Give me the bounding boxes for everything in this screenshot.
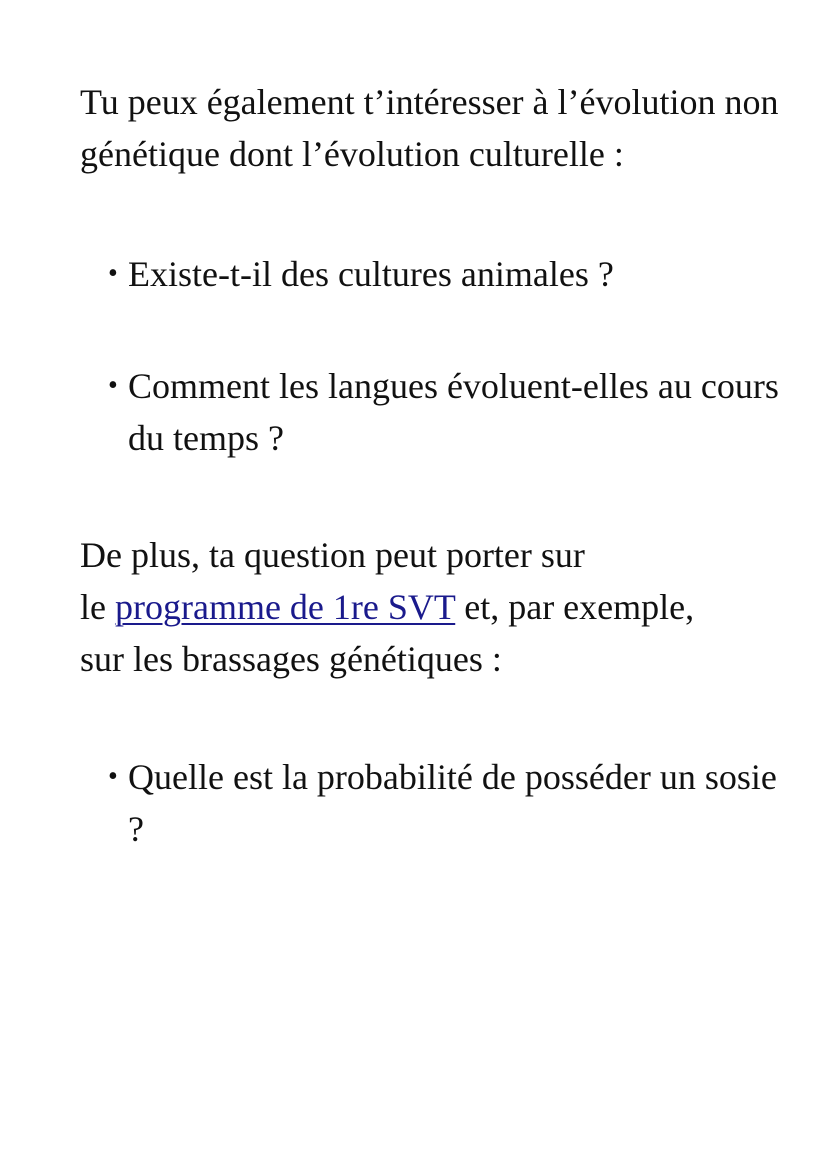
second-paragraph-prefix: le bbox=[80, 587, 115, 627]
document-page bbox=[80, 76, 780, 855]
intro-paragraph bbox=[80, 76, 780, 180]
bullet-icon: • bbox=[108, 761, 118, 792]
bullet-icon: • bbox=[108, 258, 118, 289]
second-paragraph-line-3: sur les brassages génétiques : bbox=[80, 639, 502, 679]
list-item bbox=[80, 360, 780, 464]
second-paragraph bbox=[80, 529, 780, 685]
genetic-mixing-questions-list bbox=[80, 751, 780, 855]
second-paragraph-line-1: De plus, ta question peut porter sur bbox=[80, 535, 585, 575]
list-item-text: Existe-t-il des cultures animales ? bbox=[128, 254, 614, 294]
list-item bbox=[80, 751, 780, 855]
second-paragraph-suffix: et, par exemple, bbox=[455, 587, 695, 627]
list-item bbox=[80, 248, 780, 300]
intro-text: Tu peux également t’intéresser à l’évolution non génétique dont l’évolution culturelle : bbox=[80, 82, 779, 174]
list-item-text: Comment les langues évoluent-elles au cours du temps ? bbox=[128, 366, 779, 458]
cultural-evolution-questions-list bbox=[80, 248, 780, 464]
bullet-icon: • bbox=[108, 370, 118, 401]
list-item-text: Quelle est la probabilité de posséder un sosie ? bbox=[128, 757, 777, 849]
programme-svt-link[interactable]: programme de 1re SVT bbox=[114, 587, 456, 627]
